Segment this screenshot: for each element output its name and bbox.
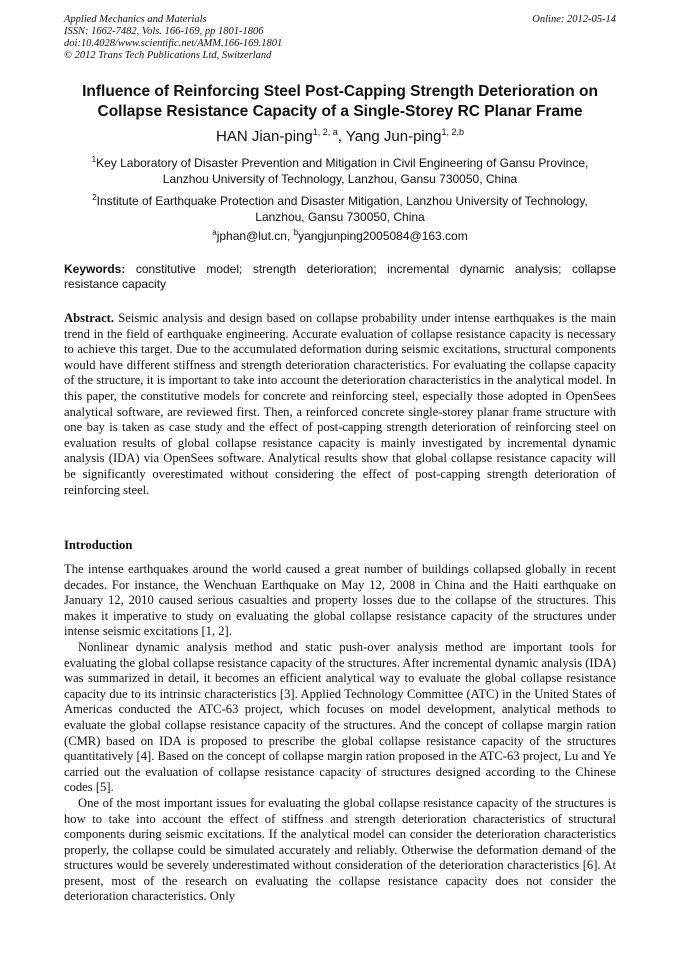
abstract-label: Abstract. [64,311,115,325]
author-1: HAN Jian-ping [216,128,313,145]
author-list [60,128,620,146]
keywords [64,262,616,292]
affiliation-2-number: 2 [92,193,97,202]
introduction-heading: Introduction [64,538,133,552]
author-separator: , [337,128,346,145]
email-a-superscript: a [212,228,217,237]
affiliation-1-line-1: Key Laboratory of Disaster Prevention and Mitigation in Civil Engineering of Gansu Province, [96,156,589,170]
intro-paragraph-2: Nonlinear dynamic analysis method and static push-over analysis method are important tools for evaluating the global collapse resistance capacity of the structures. After incremental dynamic analysis (IDA) was summarized in detail, it becomes an efficient analytical way to evaluate the global collapse resistance capacity due to its intrinsic characteristics [3]. Applied Technology Committee (ATC) in the United States of Americas conducted the ATC-63 project, which focuses on model development, analytical methods to evaluate the global collapse resistance capacity of the structures. And the concept of collapse margin ration (CMR) based on IDA is proposed to prescribe the global collapse resistance capacity of the structures quantitatively [4]. Based on the concept of collapse margin ration proposed in the ATC-63 project, Lu and Ye carried out the evaluation of collapse resistance capacity of structures designed according to the Chinese codes [5]. [64,639,616,795]
email-a: jphan@lut.cn, [216,229,294,243]
title-line-1: Influence of Reinforcing Steel Post-Capping Strength Deterioration on [82,83,598,100]
issn-line: ISSN: 1662-7482, Vols. 166-169, pp 1801-1806 [64,26,264,37]
email-b: yangjunping2005084@163.com [298,229,468,243]
affiliation-1 [64,155,616,187]
affiliation-1-line-2: Lanzhou University of Technology, Lanzhou, Gansu 730050, China [162,172,518,186]
paper-title [60,82,620,122]
affiliation-2 [64,193,616,225]
affiliation-1-number: 1 [91,155,97,164]
journal-name: Applied Mechanics and Materials [64,14,207,25]
affiliation-2-line-1: Institute of Earthquake Protection and Disaster Mitigation, Lanzhou University of Technology, [96,194,588,208]
author-emails [64,228,616,244]
abstract-text: Seismic analysis and design based on collapse probability under intense earthquakes is the main trend in the field of earthquake engineering. Accurate evaluation of collapse resistance capacity is necessary to achieve this target. Due to the accumulated deformation during seismic excitations, structural components would have different stiffness and strength deterioration characteristics. For evaluating the collapse capacity of the structure, it is important to take into account the deterioration characteristics in the analytical model. In this paper, the constitutive models for concrete and reinforcing steel, especially those adopted in OpenSees analytical software, are reviewed first. Then, a reinforced concrete single-storey planar frame structure with one bay is taken as case study and the effect of post-capping strength deterioration of reinforcing steel on evaluation results of global collapse resistance capacity is mainly investigated by incremental dynamic analysis (IDA) via OpenSees software. Analytical results show that global collapse resistance capacity will be significantly overestimated without considering the effect of post-capping strength deterioration of reinforcing steel. [64,311,616,497]
affiliation-2-line-2: Lanzhou, Gansu 730050, China [255,210,425,224]
keywords-label: Keywords: [64,262,126,276]
author-2-superscript: 1, 2,b [441,127,464,137]
intro-paragraph-1: The intense earthquakes around the world caused a great number of buildings collapsed globally in recent decades. For instance, the Wenchuan Earthquake on May 12, 2008 in China and the Haiti earthquake on January 12, 2010 caused serious casualties and property losses due to the collapse of the structures. This makes it imperative to study on evaluating the global collapse resistance capacity of the structures under intense seismic excitations [1, 2]. [64,562,616,639]
email-b-superscript: b [293,228,299,237]
title-line-2: Collapse Resistance Capacity of a Single-Storey RC Planar Frame [97,103,583,120]
online-date: Online: 2012-05-14 [532,14,616,25]
running-header [64,14,616,62]
keywords-text: constitutive model; strength deterioration; incremental dynamic analysis; collapse resistance capacity [64,262,616,291]
doi-line: doi:10.4028/www.scientific.net/AMM.166-169.1801 [64,38,283,49]
introduction-body [64,562,616,905]
author-2: Yang Jun-ping [345,128,442,145]
copyright-line: © 2012 Trans Tech Publications Ltd, Switzerland [64,50,272,61]
intro-paragraph-3: One of the most important issues for evaluating the global collapse resistance capacity of the structures is how to take into account the effect of stiffness and strength deterioration characteristics of structural components during seismic excitations. If the analytical model can consider the deterioration characteristics properly, the collapse could be simulated accurately and reliably. Otherwise the deformation demand of the structures would be severely underestimated without consideration of the deterioration characteristics [6]. At present, most of the research on evaluating the collapse resistance capacity does not consider the deterioration characteristics. Only [64,795,616,904]
abstract [64,311,616,498]
author-1-superscript: 1, 2, a [312,127,338,137]
